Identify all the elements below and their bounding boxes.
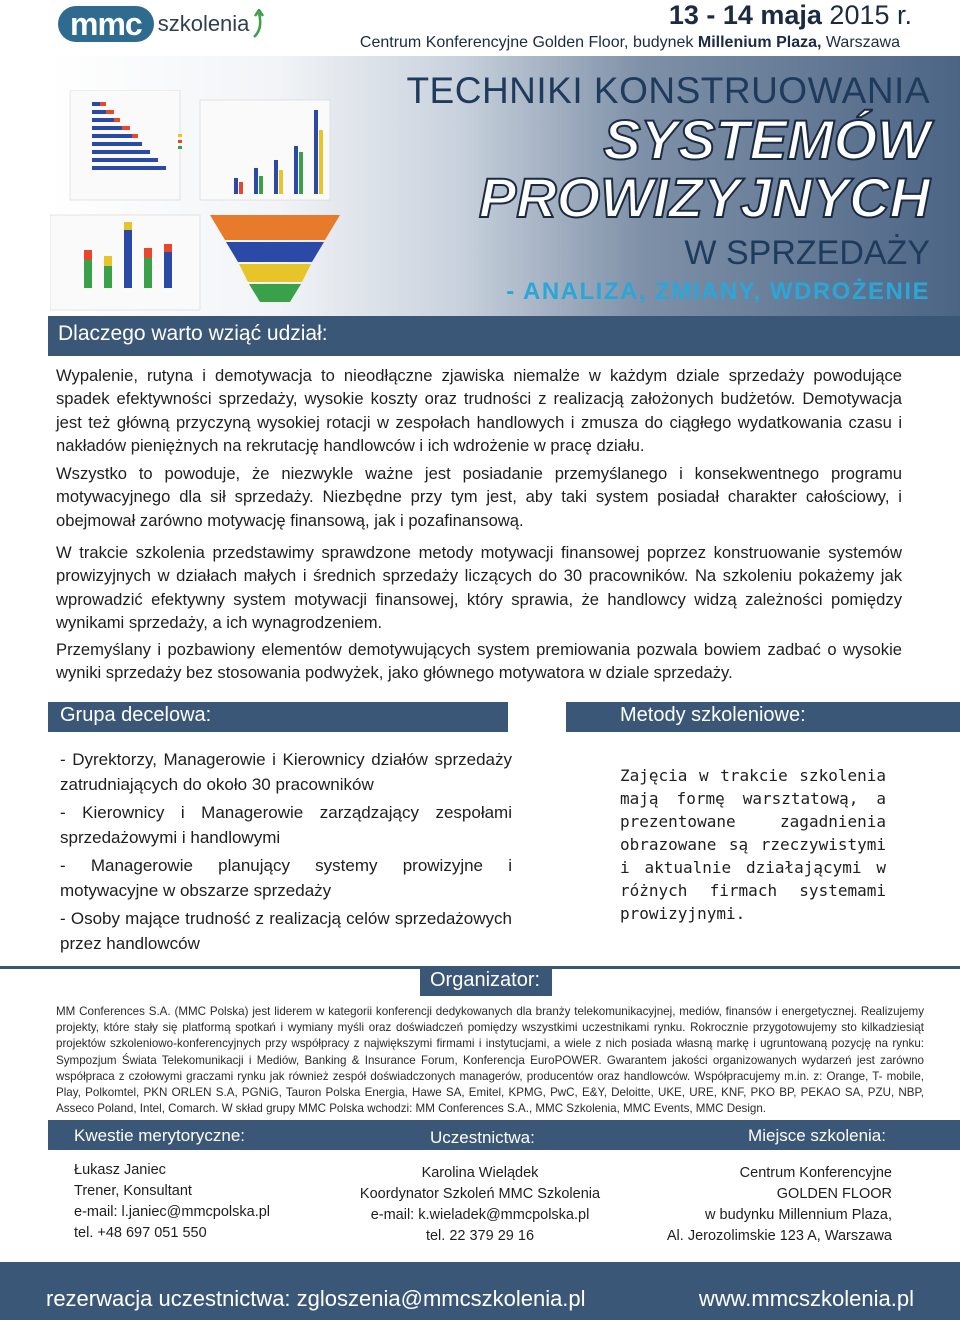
contact-role: Trener, Konsultant	[74, 1183, 192, 1199]
target-group-label: Grupa decelowa:	[60, 704, 212, 726]
location-label: Miejsce szkolenia:	[748, 1126, 886, 1145]
title-line-2: SYSTEMÓW	[603, 108, 930, 171]
mmc-logo	[58, 6, 265, 42]
intro-paragraph-2: Wszystko to powoduje, że niezwykle ważne jest posiadanie przemyślanego i konsekwentnego programu motywacyjnego dla sił sprzedaży. Niezbędne przy tym jest, aby taki system posiadał charakter całościowy, i obejmował zarówno motywację finansową, jak i pozafinansową.	[56, 464, 902, 530]
intro-paragraph-1: Wypalenie, rutyna i demotywacja to nieodłączne zjawiska niemalże w każdym dziale sprzedaży powodujące spadek efektywności sprzedaży, wysokie koszty oraz trudności z realizacją założonych budżetów. Demotywacja jest też główną przyczyną wysokiej rotacji w zespołach handlowych i zmusza do ciągłego wydatkowania czasu i nakładów pieniężnych na rekrutację handlowców i ich wdrożenie w pracę działu.	[56, 366, 902, 455]
reservation-email-link[interactable]: zgloszenia@mmcszkolenia.pl	[296, 1286, 586, 1311]
organizer-text: MM Conferences S.A. (MMC Polska) jest liderem w kategorii konferencji dedykowanych dla branży telekomunikacyjnej, mediów, finansów i energetycznej. Realizujemy projekty, które stały się platformą spotkań i wymiany myśli oraz doświadczeń pomiędzy wszystkimi uczestnikami rynku. Rokrocznie przygotowujemy sto kilkadziesiąt projektów szkoleniowo-konferencyjnych przy współpracy z największymi firmami i instytucjami, a wiele z nich posiada własną markę i ugruntowaną pozycję na rynku: Sympozjum Świata Telekomunikacji i Mediów, Banking & Insurance Forum, Konferencja EuroPOWER. Gwarantem jakości organizowanych wydarzeń jest zarówno współpraca z czołowymi graczami rynku jak również zespół doświadczonych managerów, producentów oraz handlowców. Współpracujemy m.in. z: Orange, T- mobile, Play, Polkomtel, PKN ORLEN S.A, PGNiG, Tauron Polska Energia, Hawe SA, Emitel, KPMG, PwC, E&Y, Deloitte, UKE, URE, KNF, PKO BP, PEKAO SA, PZU, NBP, Asseco Poland, Intel, Comarch. W skład grupy MMC Polska wchodzi: MM Conferences S.A., MMC Szkolenia, MMC Events, MMC Design.	[56, 1005, 924, 1116]
contact-phone: tel. 22 379 29 16	[425, 1228, 535, 1244]
contact-phone: tel. +48 697 051 550	[74, 1225, 207, 1241]
merit-contact	[74, 1160, 270, 1244]
intro-paragraph-4: Przemyślany i pozbawiony elementów demotywujących system premiowania pozwala bowiem zadbać o wysokie wyniki sprzedaży bez stosowania podwyżek, jako głównego motywatora w dziale sprzedaży.	[56, 640, 902, 683]
target-group-bar	[48, 702, 508, 732]
methods-label: Metody szkoleniowe:	[620, 704, 806, 726]
why-attend-label: Dlaczego warto wziąć udział:	[58, 322, 328, 345]
subtitle: - ANALIZA, ZMIANY, WDROŻENIE	[506, 278, 930, 305]
intro-paragraph-3: W trakcie szkolenia przedstawimy sprawdzone metody motywacji finansowej poprzez konstruowanie systemów prowizyjnych w działach małych i średnich sprzedaży liczących do 30 pracowników. Na szkoleniu pokażemy jak wprowadzić efektywny system motywacji finansowej, który sprawia, że handlowcy widzą zależności pomiędzy wynikami sprzedaży, a ich wynagrodzeniem.	[56, 543, 902, 632]
participation-contact	[340, 1163, 620, 1247]
title-line-3: PROWIZYJNYCH	[478, 166, 930, 229]
location-line: Centrum Konferencyjne	[739, 1165, 892, 1181]
location-contact	[667, 1163, 892, 1247]
logo-mark: mmc	[58, 6, 154, 42]
contact-email[interactable]: e-mail: k.wieladek@mmcpolska.pl	[370, 1207, 590, 1223]
methods-text: Zajęcia w trakcie szkolenia mają formę warsztatową, a prezentowane zagadnienia obrazowane są rzeczywistymi i aktualnie działającymi w różnych firmach systemami prowizyjnymi.	[620, 766, 886, 923]
merit-contact-label: Kwestie merytoryczne:	[74, 1126, 245, 1145]
contact-name: Karolina Wielądek	[421, 1165, 539, 1181]
target-group-list	[60, 748, 512, 960]
reservation-line: rezerwacja uczestnictwa: zgloszenia@mmcszkolenia.pl	[46, 1286, 586, 1311]
contact-role: Koordynator Szkoleń MMC Szkolenia	[359, 1186, 601, 1202]
event-venue: Centrum Konferencyjne Golden Floor, budynek Millenium Plaza, Warszawa	[359, 34, 900, 51]
event-date: 13 - 14 maja 2015 r.	[668, 0, 912, 30]
contact-email[interactable]: e-mail: l.janiec@mmcpolska.pl	[74, 1204, 271, 1220]
location-line: w budynku Millennium Plaza,	[705, 1207, 892, 1223]
list-item: - Dyrektorzy, Managerowie i Kierownicy działów sprzedaży zatrudniających do około 30 pracowników	[60, 750, 512, 794]
participation-contact-label: Uczestnictwa:	[430, 1128, 535, 1147]
location-line: Al. Jerozolimskie 123 A, Warszawa	[666, 1228, 892, 1244]
hero-charts-illustration	[50, 90, 350, 315]
contact-name: Łukasz Janiec	[74, 1162, 166, 1178]
arrow-up-icon	[251, 9, 265, 39]
location-line: GOLDEN FLOOR	[776, 1186, 892, 1202]
logo-wordmark: szkolenia	[157, 11, 250, 36]
list-item: - Osoby mające trudność z realizacją celów sprzedażowych przez handlowców	[60, 909, 512, 953]
title-line-4: W SPRZEDAŻY	[684, 234, 930, 272]
list-item: - Kierownicy i Managerowie zarządzający zespołami sprzedażowymi i handlowymi	[60, 803, 512, 847]
list-item: - Managerowie planujący systemy prowizyjne i motywacyjne w obszarze sprzedaży	[60, 856, 512, 900]
why-attend-bar	[48, 316, 960, 356]
title-line-1: TECHNIKI KONSTRUOWANIA	[406, 70, 930, 111]
website-link[interactable]: www.mmcszkolenia.pl	[698, 1286, 914, 1311]
methods-bar	[566, 702, 960, 732]
organizer-label: Organizator:	[430, 969, 541, 991]
organizer-tab	[420, 966, 552, 996]
